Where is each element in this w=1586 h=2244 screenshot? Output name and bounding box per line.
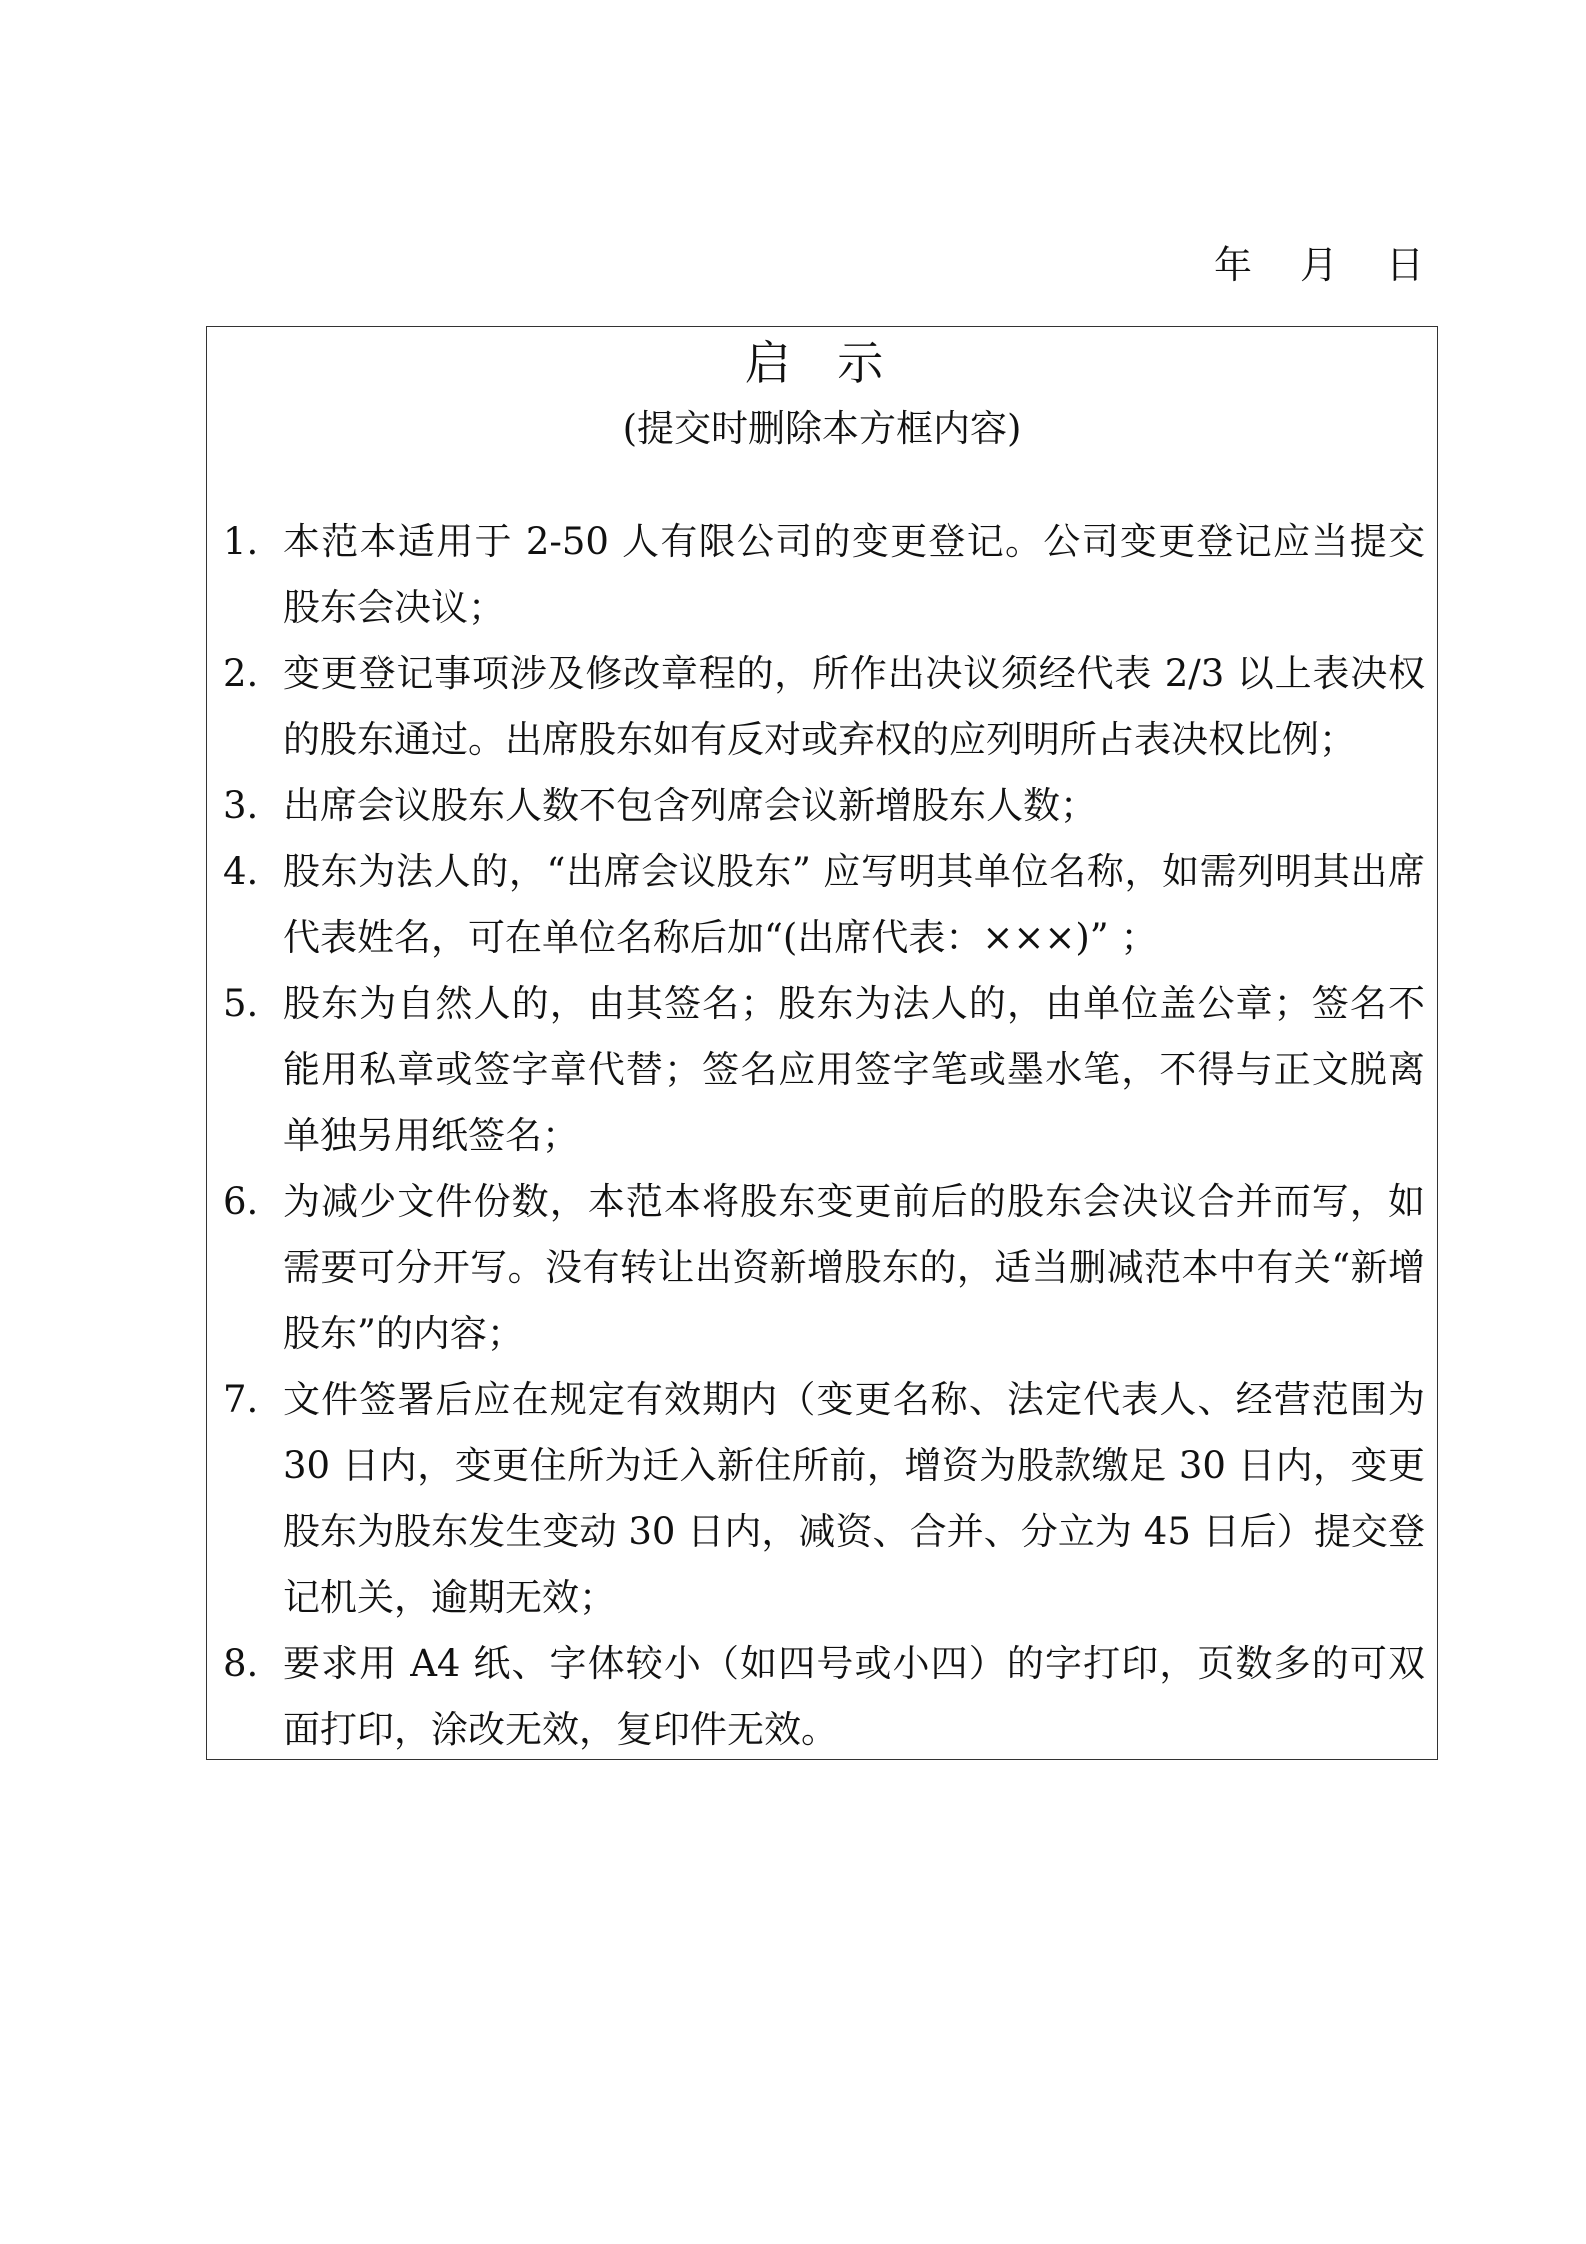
notice-item xyxy=(207,1367,1437,1631)
notice-item-text: 股东为自然人的，由其签名；股东为法人的，由单位盖公章；签名不能用私章或签字章代替；签名应用签字笔或墨水笔，不得与正文脱离单独另用纸签名； xyxy=(283,982,1425,1157)
date-day: 日 xyxy=(1385,243,1426,287)
notice-item-number: 4. xyxy=(223,850,259,893)
notice-item xyxy=(207,641,1437,773)
notice-item-number: 6. xyxy=(223,1180,259,1223)
notice-item-number: 5. xyxy=(223,982,259,1025)
notice-item-number: 2. xyxy=(223,652,259,695)
notice-item xyxy=(207,1169,1437,1367)
notice-title: 启 示 xyxy=(744,336,900,390)
notice-item xyxy=(207,839,1437,971)
notice-item-text: 变更登记事项涉及修改章程的，所作出决议须经代表 2/3 以上表决权的股东通过。出席股东如有反对或弃权的应列明所占表决权比例； xyxy=(283,652,1425,761)
date-month: 月 xyxy=(1299,243,1340,287)
notice-item-text: 本范本适用于 2-50 人有限公司的变更登记。公司变更登记应当提交股东会决议； xyxy=(283,520,1425,629)
notice-item-number: 8. xyxy=(223,1642,259,1685)
notice-item xyxy=(207,509,1437,641)
notice-item xyxy=(207,773,1437,839)
notice-item-text: 出席会议股东人数不包含列席会议新增股东人数； xyxy=(283,784,1097,827)
notice-item-text: 为减少文件份数，本范本将股东变更前后的股东会决议合并而写，如需要可分开写。没有转让出资新增股东的，适当删减范本中有关“新增股东”的内容； xyxy=(283,1180,1425,1355)
notice-subtitle: (提交时删除本方框内容) xyxy=(622,407,1022,450)
notice-item xyxy=(207,1631,1437,1763)
notice-item-text: 文件签署后应在规定有效期内（变更名称、法定代表人、经营范围为 30 日内，变更住所为迁入新住所前，增资为股款缴足 30 日内，变更股东为股东发生变动 30 日内，减资、合并、分立为 45 日后）提交登记机关，逾期无效； xyxy=(283,1378,1425,1619)
date-year: 年 xyxy=(1213,243,1254,287)
notice-item-number: 7. xyxy=(223,1378,259,1421)
notice-box xyxy=(206,326,1438,1760)
notice-list xyxy=(207,509,1437,1763)
notice-item-text: 要求用 A4 纸、字体较小（如四号或小四）的字打印，页数多的可双面打印，涂改无效，复印件无效。 xyxy=(283,1642,1425,1751)
date-line xyxy=(1186,190,1426,289)
notice-item-number: 1. xyxy=(223,520,259,563)
notice-item-text: 股东为法人的，“出席会议股东” 应写明其单位名称，如需列明其出席代表姓名，可在单位名称后加“(出席代表：×××)” ； xyxy=(283,850,1425,959)
notice-item-number: 3. xyxy=(223,784,259,827)
notice-item xyxy=(207,971,1437,1169)
